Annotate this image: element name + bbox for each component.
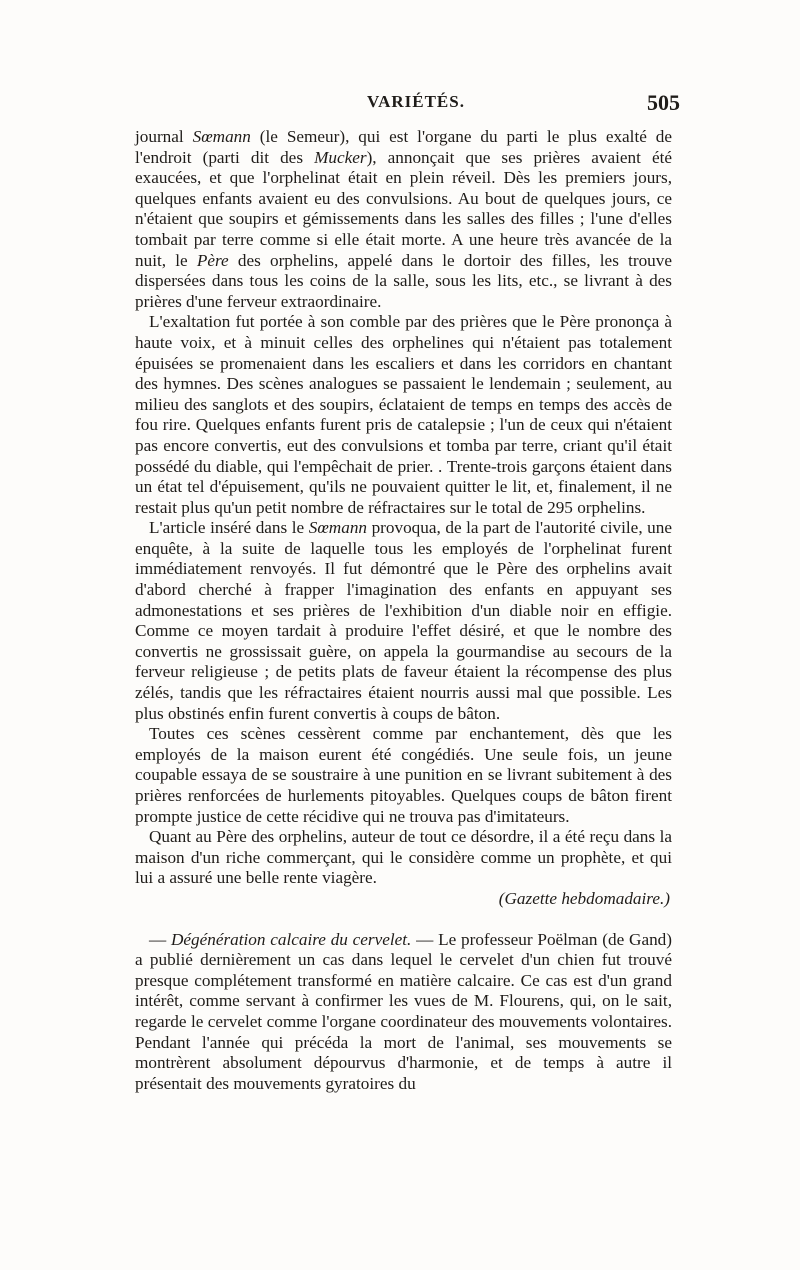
p3-text-0: L'article inséré dans le bbox=[149, 518, 309, 538]
running-title: VARIÉTÉS. bbox=[367, 92, 465, 111]
p1-text-3: des orphelins, appelé dans le dortoir des filles, les trouve dispersées dans tous les coins de la salle, sous les lits, etc., se livrant à des prières d'une ferveur extraordinaire. bbox=[135, 250, 672, 311]
paragraph-4: Toutes ces scènes cessèrent comme par enchantement, dès que les employés de la maison eurent été congédiés. Une seule fois, un jeune coupable essaya de se soustraire à une punition en se livrant subitement à des prières renforcées de hurlements pitoyables. Quelques coups de bâton firent prompte justice de cette récidive qui ne trouva pas d'imitateurs. bbox=[135, 724, 672, 826]
p3-text-1: provoqua, de la part de l'autorité civile, une enquête, à la suite de laquelle tous les employés de l'orphelinat furent immédiatement renvoyés. Il fut démontré que le Père des orphelins avait d'abord cherché à frapper l'imagination des enfants en appuyant ses admonestations et ses prières de l'exhibition d'un diable noir en effigie. Comme ce moyen tardait à produire l'effet désiré, et que le nombre des convertis ne grossissait guère, on appela la gourmandise au secours de la ferveur religieuse ; de petits plats de faveur étaient la récompense des plus zélés, tandis que les réfractaires étaient nourris aussi mal que possible. Les plus obstinés enfin furent convertis à coups de bâton. bbox=[135, 518, 672, 723]
p1-text-1: (le Semeur), qui est l'organe du parti le plus exalté de l'endroit (parti dit des bbox=[135, 127, 672, 167]
paragraph-3 bbox=[135, 518, 672, 724]
p1-text-0: journal bbox=[135, 127, 193, 146]
p1-italic-mucker: Mucker bbox=[314, 147, 367, 167]
page-body bbox=[135, 127, 672, 1094]
paragraph-6 bbox=[135, 930, 672, 1095]
p1-italic-soemann: Sœmann bbox=[192, 127, 251, 146]
paragraph-1 bbox=[135, 127, 672, 312]
page-number: 505 bbox=[647, 90, 680, 115]
paragraph-2: L'exaltation fut portée à son comble par des prières que le Père prononça à haute voix, et à minuit celles des orphelines qui n'étaient pas totalement épuisées se promenaient dans les escaliers et dans les corridors en chantant des hymnes. Des scènes analogues se passaient le lendemain ; seulement, au milieu des sanglots et des soupirs, éclataient de temps en temps des accès de fou rire. Quelques enfants furent pris de catalepsie ; l'un de ceux qui n'étaient pas encore convertis, eut des convulsions et tomba par terre, criant qu'il était possédé du diable, qui l'empêchait de prier. . Trente-trois garçons étaient dans un état tel d'épuisement, qu'ils ne pouvaient quitter le lit, et, finalement, il ne restait plus qu'un petit nombre de réfractaires sur le total de 295 orphelins. bbox=[135, 312, 672, 517]
section-spacer bbox=[135, 910, 672, 930]
section-heading-degeneration: Dégénération calcaire du cervelet. bbox=[170, 929, 412, 949]
p1-italic-pere: Père bbox=[196, 250, 229, 270]
page-header bbox=[135, 92, 680, 122]
paragraph-5: Quant au Père des orphelins, auteur de tout ce désordre, il a été reçu dans la maison d'un riche commerçant, qui le considère comme un prophète, et qui lui a assuré une belle rente viagère. bbox=[135, 827, 672, 888]
source-signature: (Gazette hebdomadaire.) bbox=[498, 888, 670, 908]
p1-text-2: ), annonçait que ses prières avaient été exaucées, et que l'orphelinat était en plein réveil. Dès les premiers jours, quelques enfants avaient eu des convulsions. Au bout de quelques jours, ce n'étaient que soupirs et gémissements dans les salles des filles ; l'une d'elles tombait par terre comme si elle était morte. A une heure très avancée de la nuit, le bbox=[135, 147, 672, 270]
p6-text-1: — Le professeur Poëlman (de Gand) a publié dernièrement un cas dans lequel le cervelet d'un chien fut trouvé presque complétement transformé en matière calcaire. Ce cas est d'un grand intérêt, comme servant à confirmer les vues de M. Flourens, qui, on le sait, regarde le cervelet comme l'organe coordinateur des mouvements volontaires. Pendant l'année qui précéda la mort de l'animal, ses mouvements se montrèrent absolument dépourvus d'harmonie, et de temps à autre il présentait des mouvements gyratoires du bbox=[135, 929, 672, 1093]
p3-italic-soemann: Sœmann bbox=[308, 518, 368, 538]
p6-text-0: — bbox=[149, 929, 171, 949]
